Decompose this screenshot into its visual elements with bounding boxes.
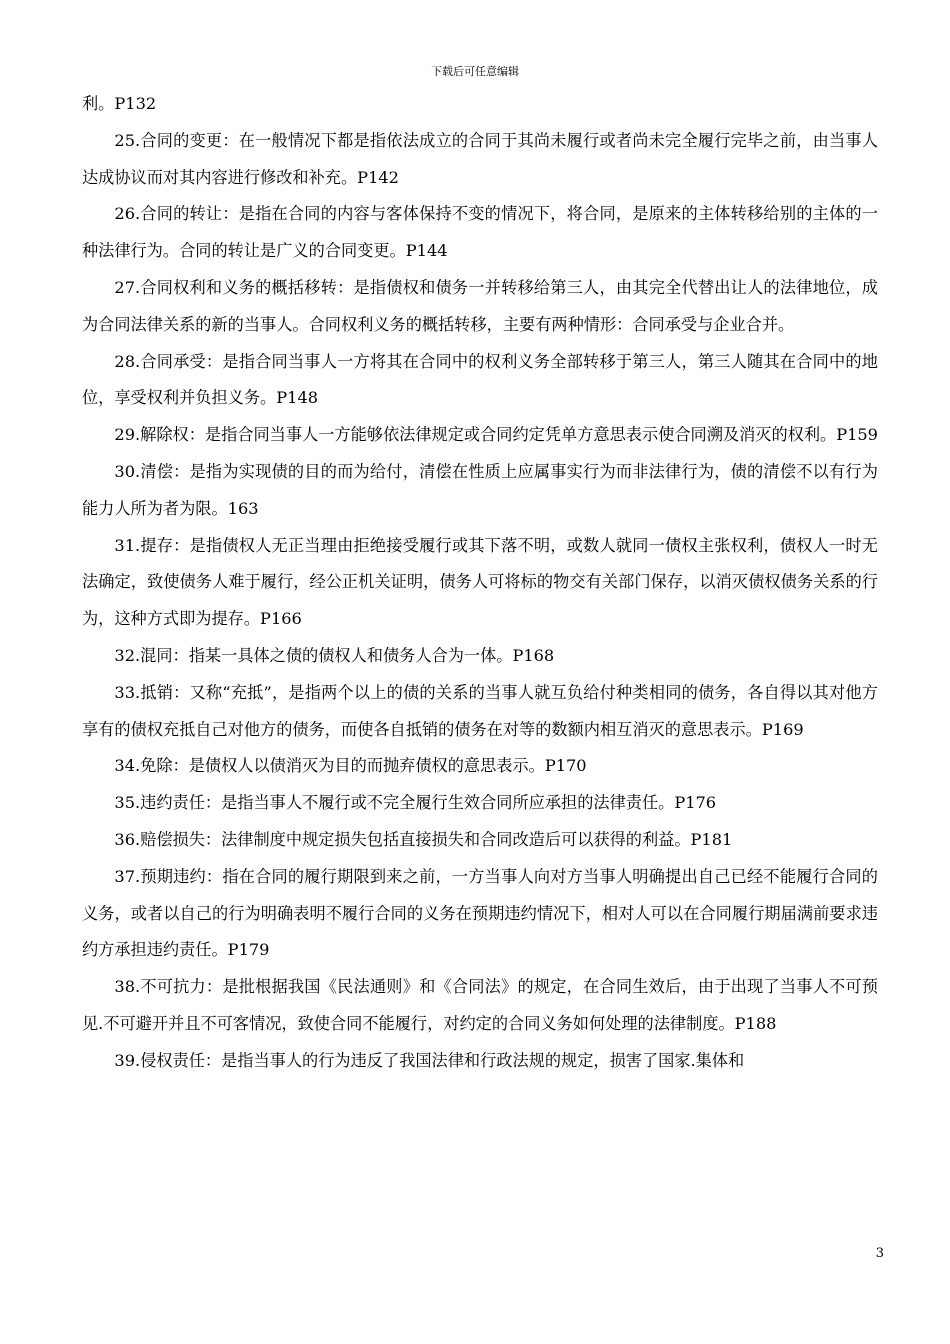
paragraph: 37.预期违约：指在合同的履行期限到来之前，一方当事人向对方当事人明确提出自己已经不能履行合同的义务，或者以自己的行为明确表明不履行合同的义务在预期违约情况下，相对人可以在合同履行期届满前要求违约方承担违约责任。P179 bbox=[82, 866, 878, 960]
paragraph: 26.合同的转让：是指在合同的内容与客体保持不变的情况下，将合同，是原来的主体转移给别的主体的一种法律行为。合同的转让是广义的合同变更。P144 bbox=[82, 204, 878, 261]
paragraph: 34.免除：是债权人以债消灭为目的而抛弃债权的意思表示。P170 bbox=[114, 756, 587, 776]
body-text bbox=[82, 86, 878, 1080]
paragraph: 33.抵销：又称“充抵”，是指两个以上的债的关系的当事人就互负给付种类相同的债务，各自得以其对他方享有的债权充抵自己对他方的债务，而使各自抵销的债务在对等的数额内相互消灭的意思表示。P169 bbox=[82, 682, 878, 739]
paragraph: 30.清偿：是指为实现债的目的而为给付，清偿在性质上应属事实行为而非法律行为，债的清偿不以有行为能力人所为者为限。163 bbox=[82, 461, 878, 518]
paragraph: 29.解除权：是指合同当事人一方能够依法律规定或合同约定凭单方意思表示使合同溯及消灭的权利。P159 bbox=[114, 425, 878, 445]
paragraph: 27.合同权利和义务的概括移转：是指债权和债务一并转移给第三人，由其完全代替出让人的法律地位，成为合同法律关系的新的当事人。合同权利义务的概括转移，主要有两种情形：合同承受与企业合并。 bbox=[82, 277, 878, 334]
page-header: 下载后可任意编辑 bbox=[431, 65, 519, 78]
paragraph: 利。P132 bbox=[82, 94, 157, 113]
paragraph: 35.违约责任：是指当事人不履行或不完全履行生效合同所应承担的法律责任。P176 bbox=[114, 793, 717, 813]
page-number: 3 bbox=[875, 1246, 884, 1261]
paragraph: 25.合同的变更：在一般情况下都是指依法成立的合同于其尚未履行或者尚未完全履行完毕之前，由当事人达成协议而对其内容进行修改和补充。P142 bbox=[82, 130, 878, 187]
paragraph: 31.提存：是指债权人无正当理由拒绝接受履行或其下落不明，或数人就同一债权主张权利，债权人一时无法确定，致使债务人难于履行，经公正机关证明，债务人可将标的物交有关部门保存，以消灭债权债务关系的行为，这种方式即为提存。P166 bbox=[82, 535, 878, 629]
paragraph: 38.不可抗力：是批根据我国《民法通则》和《合同法》的规定，在合同生效后，由于出现了当事人不可预见.不可避开并且不可客情况，致使合同不能履行，对约定的合同义务如何处理的法律制度。P188 bbox=[82, 977, 878, 1033]
paragraph: 28.合同承受：是指合同当事人一方将其在合同中的权利义务全部转移于第三人，第三人随其在合同中的地位，享受权利并负担义务。P148 bbox=[82, 351, 878, 408]
paragraph: 36.赔偿损失：法律制度中规定损失包括直接损失和合同改造后可以获得的利益。P181 bbox=[114, 829, 733, 849]
paragraph: 39.侵权责任：是指当事人的行为违反了我国法律和行政法规的规定，损害了国家.集体和 bbox=[114, 1050, 745, 1070]
paragraph: 32.混同：指某一具体之债的债权人和债务人合为一体。P168 bbox=[114, 645, 555, 665]
